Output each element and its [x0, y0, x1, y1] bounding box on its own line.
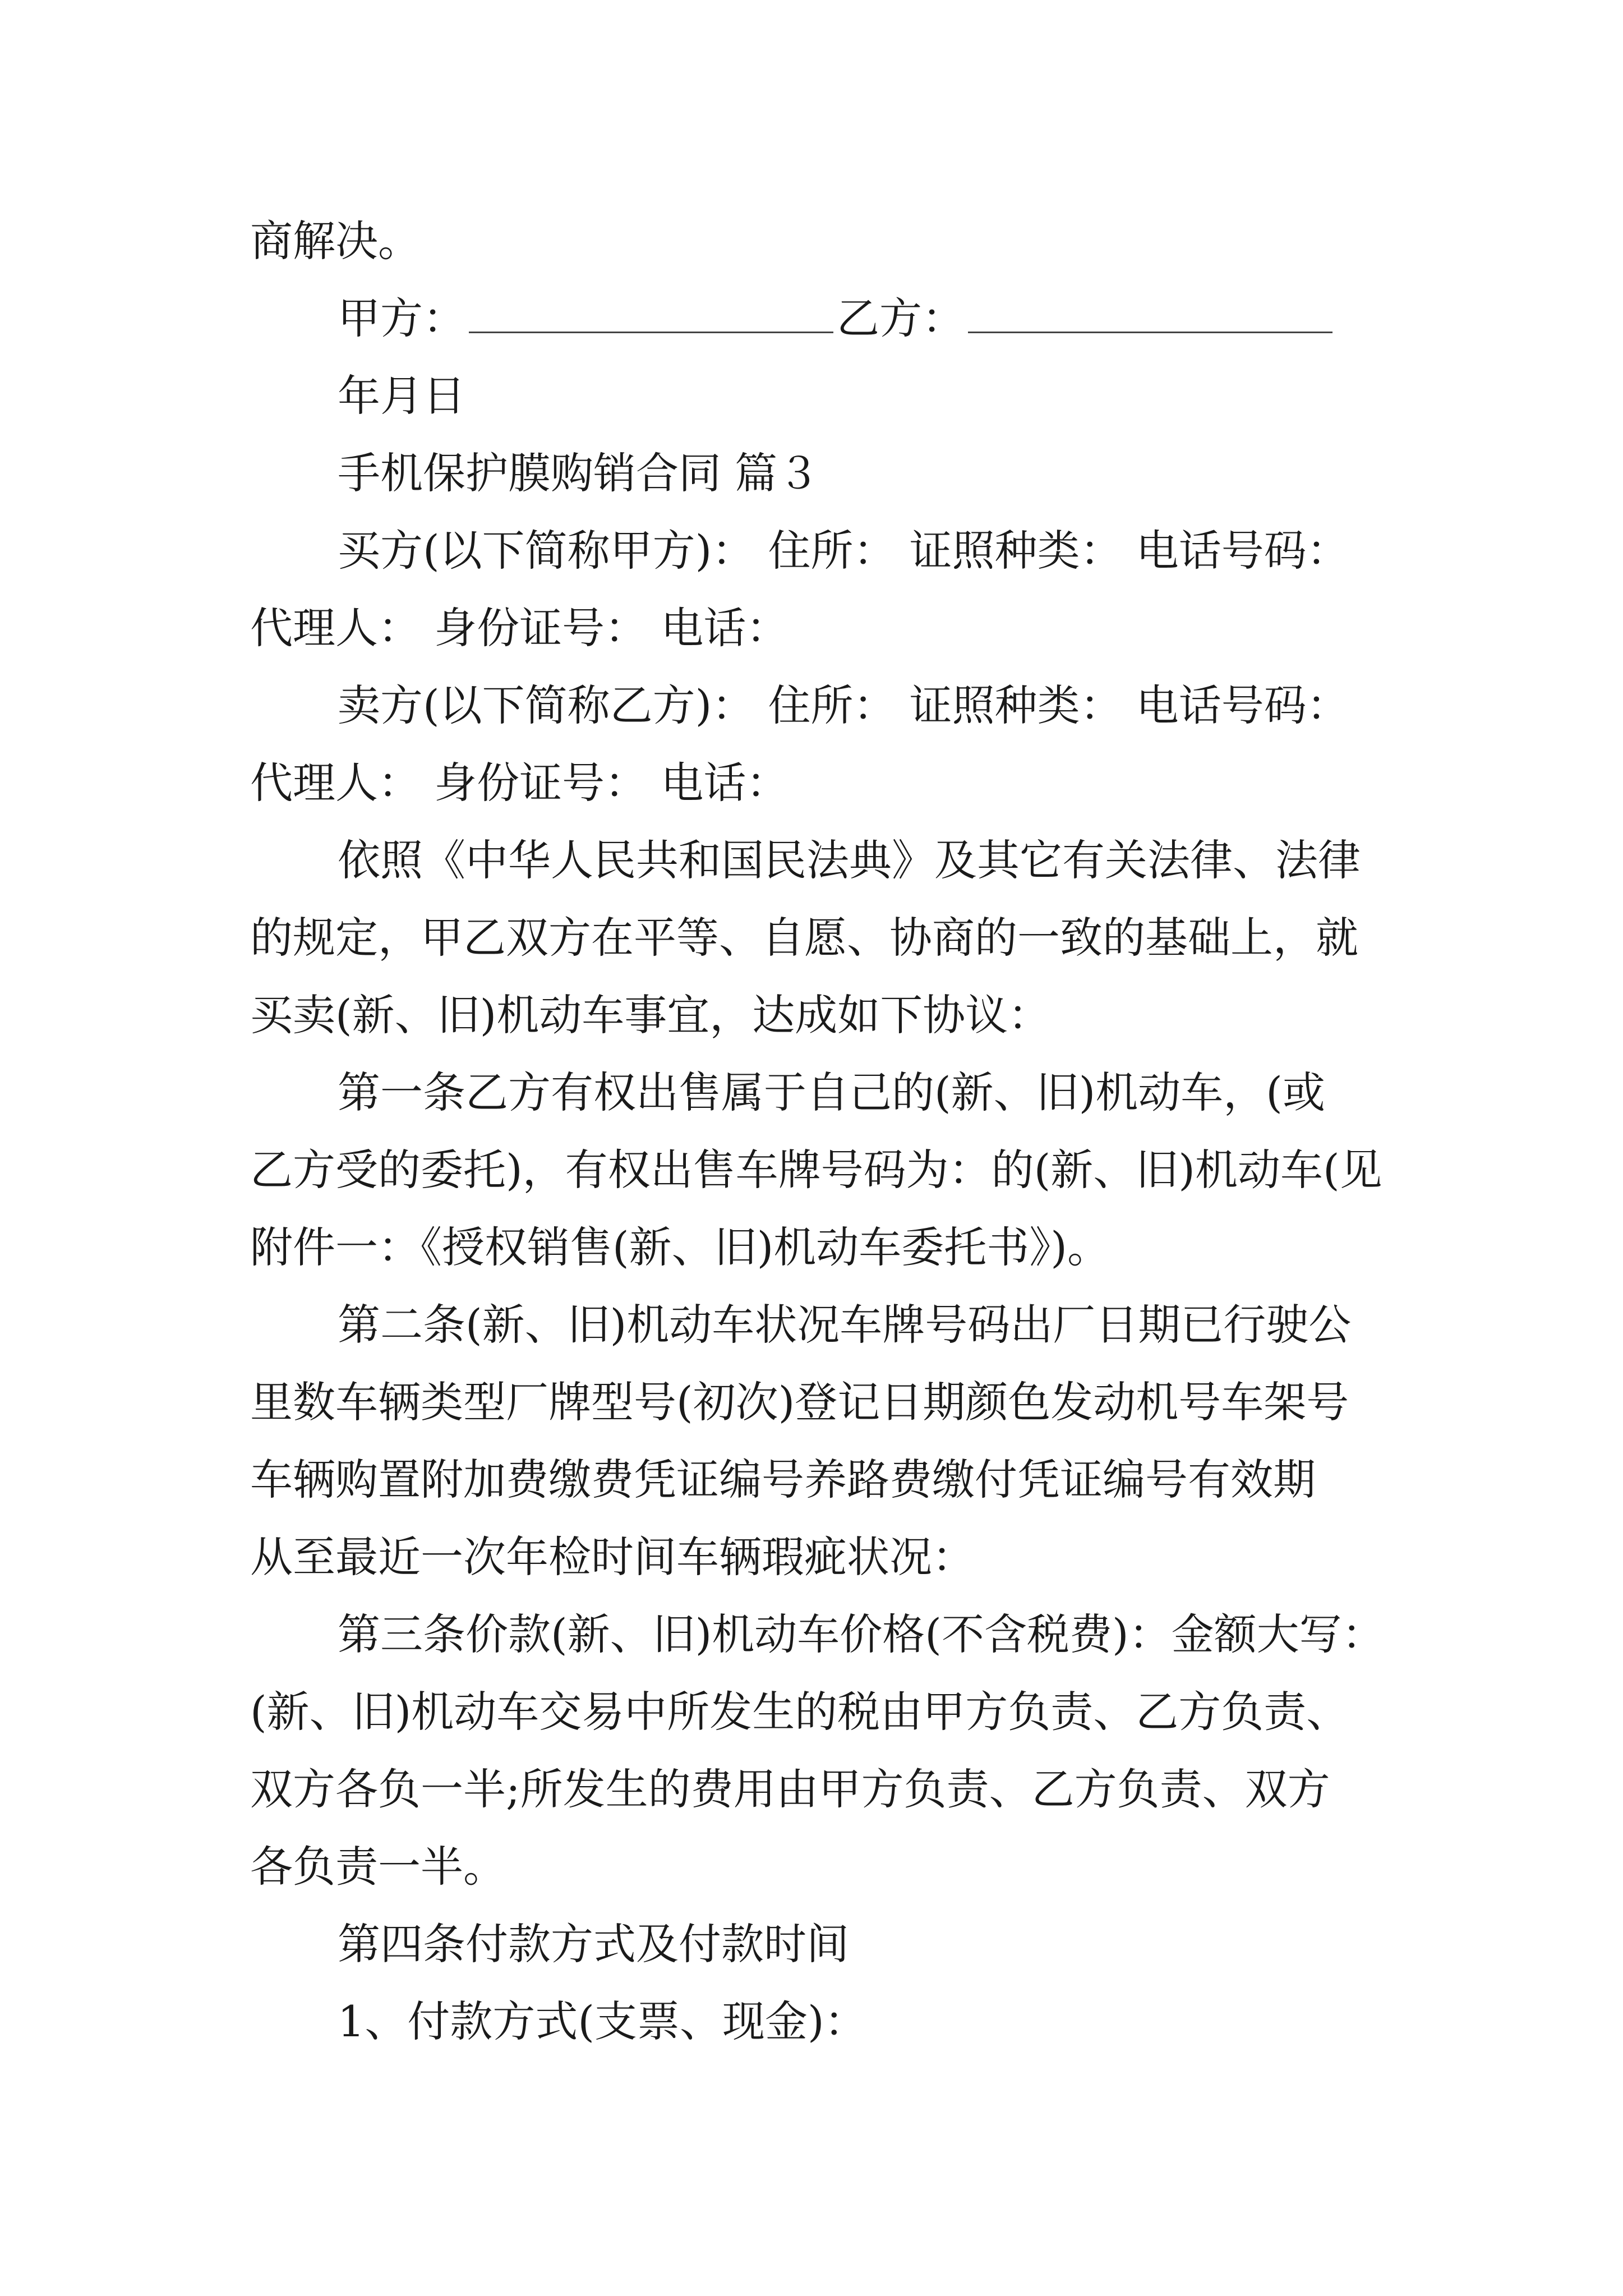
text-line: 买卖(新、旧)机动车事宜，达成如下协议：	[250, 990, 1051, 1040]
text-line: 第一条乙方有权出售属于自己的(新、旧)机动车，(或	[338, 1068, 1325, 1117]
signature-line	[338, 291, 1336, 347]
text-line: (新、旧)机动车交易中所发生的税由甲方负责、乙方负责、	[250, 1687, 1349, 1737]
text-line: 代理人： 身份证号： 电话：	[250, 758, 789, 808]
party-a-blank	[469, 298, 833, 333]
text-line: 代理人： 身份证号： 电话：	[250, 603, 789, 653]
party-a-label: 甲方：	[338, 293, 465, 343]
text-line: 车辆购置附加费缴费凭证编号养路费缴付凭证编号有效期	[250, 1455, 1316, 1504]
text-line: 1、付款方式(支票、现金)：	[338, 1996, 867, 2046]
party-b-blank	[968, 298, 1332, 333]
text-line: 的规定，甲乙双方在平等、自愿、协商的一致的基础上，就	[250, 913, 1358, 963]
party-b-label: 乙方：	[837, 293, 965, 343]
text-line: 依照《中华人民共和国民法典》及其它有关法律、法律	[338, 835, 1361, 885]
section-title: 手机保护膜购销合同 篇３	[338, 448, 820, 498]
text-line: 第二条(新、旧)机动车状况车牌号码出厂日期已行驶公	[338, 1300, 1352, 1350]
text-line: 从至最近一次年检时间车辆瑕疵状况：	[250, 1532, 975, 1582]
text-line: 第四条付款方式及付款时间	[338, 1919, 849, 1969]
text-line: 第三条价款(新、旧)机动车价格(不含税费)：金额大写：	[338, 1609, 1385, 1659]
text-line: 商解决。	[250, 216, 421, 266]
text-line: 买方(以下简称甲方)： 住所： 证照种类： 电话号码：	[338, 526, 1349, 576]
text-line: 附件一：《授权销售(新、旧)机动车委托书》)。	[250, 1222, 1110, 1272]
date-line: 年月日	[338, 371, 465, 421]
text-line: 里数车辆类型厂牌型号(初次)登记日期颜色发动机号车架号	[250, 1377, 1349, 1427]
text-line: 各负责一半。	[250, 1842, 506, 1892]
text-line: 双方各负一半;所发生的费用由甲方负责、乙方负责、双方	[250, 1764, 1330, 1814]
text-line: 乙方受的委托)，有权出售车牌号码为：的(新、旧)机动车(见	[250, 1145, 1382, 1195]
text-line: 卖方(以下简称乙方)： 住所： 证照种类： 电话号码：	[338, 680, 1349, 730]
